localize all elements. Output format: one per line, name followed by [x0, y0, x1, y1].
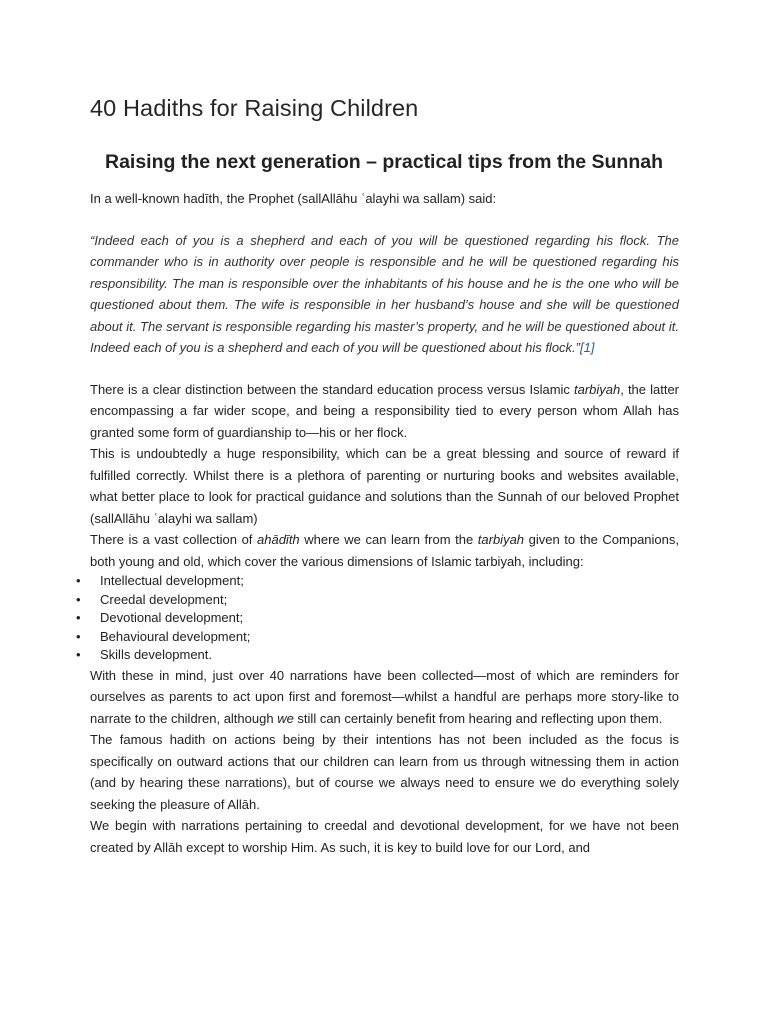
- paragraph-text: where we can learn from the: [299, 532, 478, 547]
- document-body: [90, 188, 679, 858]
- paragraph-text: There is a vast collection of: [90, 532, 258, 547]
- paragraph-intentions: The famous hadith on actions being by their intentions has not been included as the focus is specifically on outward actions that our children can learn from us through witnessing them in action (and by hearing these narrations), but of course we always need to ensure we do everything solely seeking the pleasure of Allāh.: [90, 732, 679, 812]
- hadith-quote-text: “Indeed each of you is a shepherd and each of you will be questioned regarding his flock. The commander who is in authority over people is responsible and he will be questioned regarding his responsibility. The man is responsible over the inhabitants of his house and he is the one who will be questioned about them. The wife is responsible in her husband’s house and she will be questioned about it. The servant is responsible regarding his master’s property, and he will be questioned about it. Indeed each of you is a shepherd and each of you will be questioned about his flock.”: [90, 232, 679, 355]
- paragraph-creedal: We begin with narrations pertaining to creedal and devotional development, for we have not been created by Allāh except to worship Him. As such, it is key to build love for our Lord, and: [90, 818, 679, 855]
- paragraph-text: With these in mind, just over 40 narrations have been collected—most of which are reminders for ourselves as parents to act upon first and foremost—whilst a handful are perhaps more story-like to narrate to the children, although: [90, 667, 679, 726]
- list-item: • Intellectual development;: [90, 572, 679, 591]
- list-item: • Behavioural development;: [90, 628, 679, 647]
- paragraph-text: given to the Companions, both young and old, which cover the various dimensions of Islamic tarbiyah, including:: [90, 532, 679, 569]
- emphasis-term: we: [277, 710, 294, 726]
- emphasis-term: tarbiyah: [574, 381, 621, 397]
- development-list: [90, 572, 679, 665]
- footnote-link[interactable]: [1]: [580, 340, 595, 355]
- paragraph-text: There is a clear distinction between the standard education process versus Islamic: [90, 381, 574, 397]
- paragraph-distinction: [90, 379, 679, 444]
- hadith-quote: [90, 230, 679, 359]
- paragraph-collection: [90, 529, 679, 572]
- list-item: • Skills development.: [90, 646, 679, 665]
- intro-paragraph: In a well-known hadīth, the Prophet (sallAllāhu ʿalayhi wa sallam) said:: [90, 191, 497, 206]
- paragraph-narrations: [90, 665, 679, 730]
- paragraph-responsibility: This is undoubtedly a huge responsibility, which can be a great blessing and source of reward if fulfilled correctly. Whilst there is a plethora of parenting or nurturing books and websites available, what better place to look for practical guidance and solutions than the Sunnah of our beloved Prophet (sallAllāhu ʿalayhi wa sallam): [90, 446, 679, 526]
- document-title: 40 Hadiths for Raising Children: [90, 95, 419, 121]
- list-item: • Creedal development;: [90, 591, 679, 610]
- list-item: • Devotional development;: [90, 609, 679, 628]
- document-subtitle: Raising the next generation – practical tips from the Sunnah: [104, 151, 664, 173]
- paragraph-text: still can certainly benefit from hearing and reflecting upon them.: [293, 710, 663, 726]
- emphasis-term: tarbiyah: [477, 532, 525, 547]
- emphasis-term: ahādīth: [257, 532, 300, 547]
- paragraph-text: , the latter encompassing a far wider scope, and being a responsibility tied to every person whom Allah has granted some form of guardianship to—his or her flock.: [90, 381, 679, 440]
